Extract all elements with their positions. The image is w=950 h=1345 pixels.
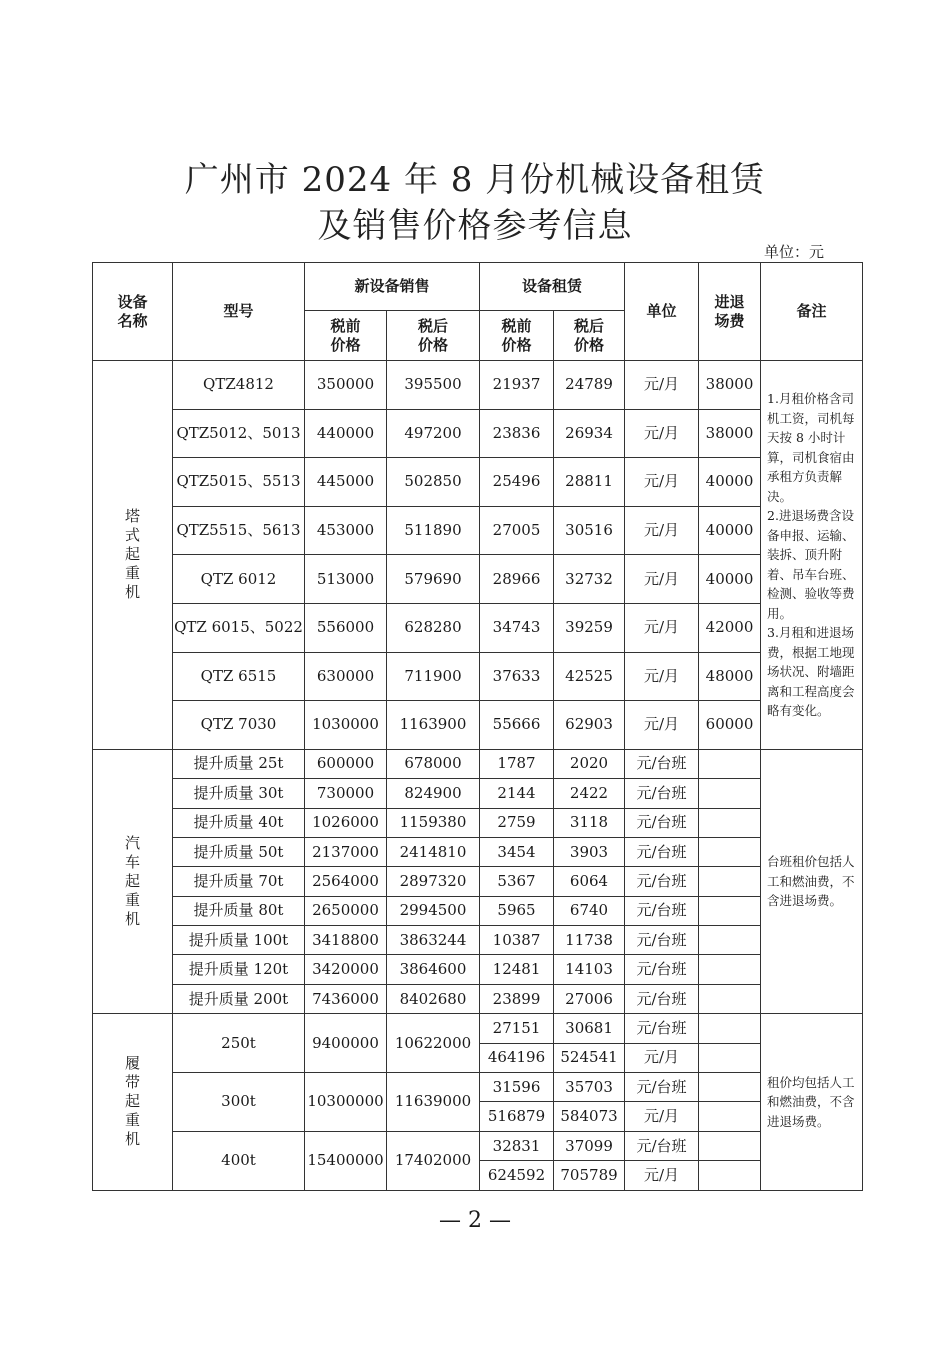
entry-exit-fee-cell — [699, 1014, 761, 1043]
rent-pre-tax-cell: 37633 — [480, 652, 554, 701]
rent-pre-tax-cell: 624592 — [480, 1161, 554, 1190]
model-cell: QTZ 6515 — [173, 652, 305, 701]
table-row — [93, 867, 863, 896]
rent-pre-tax-cell: 3454 — [480, 837, 554, 866]
entry-exit-fee-cell — [699, 1131, 761, 1160]
header-remark: 备注 — [761, 263, 863, 361]
sale-pre-tax-cell: 445000 — [305, 458, 387, 507]
unit-cell: 元/台班 — [625, 984, 699, 1013]
table-row — [93, 409, 863, 458]
rent-post-tax-cell: 2422 — [554, 779, 625, 808]
table-row — [93, 652, 863, 701]
entry-exit-fee-cell: 40000 — [699, 458, 761, 507]
entry-exit-fee-cell: 38000 — [699, 409, 761, 458]
remark-cell: 1.月租价格含司机工资，司机每天按 8 小时计算，司机食宿由承租方负责解决。 2.进退场费含设备申报、运输、装拆、顶升附着、吊车台班、检测、验收等费用。 3.月租和进退场费，根据工地现场状况、附墙距离和工程高度会略有变化。 — [761, 361, 863, 750]
rent-post-tax-cell: 35703 — [554, 1073, 625, 1102]
page-number: — 2 — — [439, 1208, 511, 1233]
document-title-line1: 广州市 2024 年 8 月份机械设备租赁 — [184, 160, 766, 200]
equipment-name-cell: 履 带 起 重 机 — [93, 1014, 173, 1190]
rent-post-tax-cell: 39259 — [554, 603, 625, 652]
unit-label: 单位：元 — [764, 243, 825, 261]
table-row — [93, 808, 863, 837]
rent-pre-tax-cell: 2759 — [480, 808, 554, 837]
rent-pre-tax-cell: 23899 — [480, 984, 554, 1013]
sale-post-tax-cell: 502850 — [387, 458, 480, 507]
model-cell: 250t — [173, 1014, 305, 1073]
rent-pre-tax-cell: 23836 — [480, 409, 554, 458]
sale-post-tax-cell: 678000 — [387, 749, 480, 778]
sale-post-tax-cell: 3863244 — [387, 926, 480, 955]
unit-cell: 元/月 — [625, 1043, 699, 1072]
unit-cell: 元/月 — [625, 1161, 699, 1190]
sale-pre-tax-cell: 3420000 — [305, 955, 387, 984]
price-table — [92, 262, 863, 1191]
entry-exit-fee-cell: 40000 — [699, 555, 761, 604]
header-equipment-name: 设备 名称 — [93, 263, 173, 361]
model-cell: 提升质量 50t — [173, 837, 305, 866]
header-entry-exit-fee: 进退 场费 — [699, 263, 761, 361]
entry-exit-fee-cell: 60000 — [699, 701, 761, 750]
sale-post-tax-cell: 824900 — [387, 779, 480, 808]
sale-pre-tax-cell: 2137000 — [305, 837, 387, 866]
rent-pre-tax-cell: 516879 — [480, 1102, 554, 1131]
sale-pre-tax-cell: 7436000 — [305, 984, 387, 1013]
sale-post-tax-cell: 395500 — [387, 361, 480, 410]
sale-post-tax-cell: 497200 — [387, 409, 480, 458]
header-new-sale: 新设备销售 — [305, 263, 480, 311]
header-rental: 设备租赁 — [480, 263, 625, 311]
entry-exit-fee-cell — [699, 1102, 761, 1131]
sale-pre-tax-cell: 1030000 — [305, 701, 387, 750]
table-row — [93, 701, 863, 750]
table-row — [93, 458, 863, 507]
sale-post-tax-cell: 17402000 — [387, 1131, 480, 1190]
rent-post-tax-cell: 6740 — [554, 896, 625, 925]
sale-post-tax-cell: 2414810 — [387, 837, 480, 866]
unit-cell: 元/台班 — [625, 867, 699, 896]
rent-post-tax-cell: 62903 — [554, 701, 625, 750]
model-cell: QTZ 7030 — [173, 701, 305, 750]
rent-pre-tax-cell: 5965 — [480, 896, 554, 925]
table-row — [93, 926, 863, 955]
document-title-line2: 及销售价格参考信息 — [317, 206, 633, 246]
model-cell: 提升质量 120t — [173, 955, 305, 984]
rent-post-tax-cell: 32732 — [554, 555, 625, 604]
rent-post-tax-cell: 584073 — [554, 1102, 625, 1131]
sale-pre-tax-cell: 600000 — [305, 749, 387, 778]
model-cell: QTZ5515、5613 — [173, 506, 305, 555]
rent-pre-tax-cell: 28966 — [480, 555, 554, 604]
header-rent-post-tax: 税后 价格 — [554, 311, 625, 361]
entry-exit-fee-cell — [699, 926, 761, 955]
table-row — [93, 955, 863, 984]
sale-post-tax-cell: 511890 — [387, 506, 480, 555]
sale-post-tax-cell: 1159380 — [387, 808, 480, 837]
rent-pre-tax-cell: 27151 — [480, 1014, 554, 1043]
entry-exit-fee-cell — [699, 867, 761, 896]
rent-post-tax-cell: 24789 — [554, 361, 625, 410]
sale-pre-tax-cell: 440000 — [305, 409, 387, 458]
remark-cell: 台班租价包括人工和燃油费，不含进退场费。 — [761, 749, 863, 1014]
model-cell: 提升质量 200t — [173, 984, 305, 1013]
table-row — [93, 837, 863, 866]
rent-pre-tax-cell: 31596 — [480, 1073, 554, 1102]
sale-pre-tax-cell: 15400000 — [305, 1131, 387, 1190]
equipment-name-cell: 汽 车 起 重 机 — [93, 749, 173, 1014]
table-row — [93, 984, 863, 1013]
rent-pre-tax-cell: 10387 — [480, 926, 554, 955]
rent-post-tax-cell: 28811 — [554, 458, 625, 507]
entry-exit-fee-cell: 42000 — [699, 603, 761, 652]
rent-pre-tax-cell: 55666 — [480, 701, 554, 750]
model-cell: 提升质量 100t — [173, 926, 305, 955]
rent-post-tax-cell: 42525 — [554, 652, 625, 701]
sale-pre-tax-cell: 556000 — [305, 603, 387, 652]
rent-pre-tax-cell: 32831 — [480, 1131, 554, 1160]
header-rent-pre-tax: 税前 价格 — [480, 311, 554, 361]
sale-pre-tax-cell: 730000 — [305, 779, 387, 808]
sale-post-tax-cell: 579690 — [387, 555, 480, 604]
unit-cell: 元/台班 — [625, 1014, 699, 1043]
rent-pre-tax-cell: 464196 — [480, 1043, 554, 1072]
unit-cell: 元/月 — [625, 458, 699, 507]
unit-cell: 元/月 — [625, 1102, 699, 1131]
rent-post-tax-cell: 30516 — [554, 506, 625, 555]
model-cell: 400t — [173, 1131, 305, 1190]
rent-post-tax-cell: 30681 — [554, 1014, 625, 1043]
sale-pre-tax-cell: 2650000 — [305, 896, 387, 925]
table-row — [93, 506, 863, 555]
entry-exit-fee-cell — [699, 1161, 761, 1190]
sale-post-tax-cell: 711900 — [387, 652, 480, 701]
rent-post-tax-cell: 6064 — [554, 867, 625, 896]
entry-exit-fee-cell — [699, 1043, 761, 1072]
entry-exit-fee-cell — [699, 779, 761, 808]
model-cell: 提升质量 80t — [173, 896, 305, 925]
equipment-name-cell: 塔 式 起 重 机 — [93, 361, 173, 750]
rent-pre-tax-cell: 21937 — [480, 361, 554, 410]
rent-post-tax-cell: 3118 — [554, 808, 625, 837]
unit-cell: 元/月 — [625, 506, 699, 555]
unit-cell: 元/台班 — [625, 896, 699, 925]
rent-pre-tax-cell: 12481 — [480, 955, 554, 984]
sale-pre-tax-cell: 453000 — [305, 506, 387, 555]
rent-pre-tax-cell: 1787 — [480, 749, 554, 778]
table-row — [93, 603, 863, 652]
unit-cell: 元/台班 — [625, 749, 699, 778]
unit-cell: 元/台班 — [625, 837, 699, 866]
unit-cell: 元/台班 — [625, 1131, 699, 1160]
unit-cell: 元/月 — [625, 361, 699, 410]
sale-post-tax-cell: 2994500 — [387, 896, 480, 925]
model-cell: 提升质量 25t — [173, 749, 305, 778]
sale-pre-tax-cell: 10300000 — [305, 1073, 387, 1132]
table-row — [93, 1073, 863, 1102]
sale-post-tax-cell: 1163900 — [387, 701, 480, 750]
table-row — [93, 1131, 863, 1160]
rent-post-tax-cell: 705789 — [554, 1161, 625, 1190]
rent-post-tax-cell: 27006 — [554, 984, 625, 1013]
header-unit: 单位 — [625, 263, 699, 361]
rent-post-tax-cell: 3903 — [554, 837, 625, 866]
entry-exit-fee-cell — [699, 837, 761, 866]
sale-post-tax-cell: 10622000 — [387, 1014, 480, 1073]
header-sale-pre-tax: 税前 价格 — [305, 311, 387, 361]
sale-pre-tax-cell: 3418800 — [305, 926, 387, 955]
rent-post-tax-cell: 524541 — [554, 1043, 625, 1072]
rent-post-tax-cell: 14103 — [554, 955, 625, 984]
model-cell: 提升质量 70t — [173, 867, 305, 896]
rent-pre-tax-cell: 27005 — [480, 506, 554, 555]
sale-post-tax-cell: 3864600 — [387, 955, 480, 984]
remark-cell: 租价均包括人工和燃油费，不含进退场费。 — [761, 1014, 863, 1190]
entry-exit-fee-cell — [699, 749, 761, 778]
sale-post-tax-cell: 628280 — [387, 603, 480, 652]
model-cell: QTZ4812 — [173, 361, 305, 410]
model-cell: QTZ5015、5513 — [173, 458, 305, 507]
rent-pre-tax-cell: 5367 — [480, 867, 554, 896]
model-cell: QTZ 6012 — [173, 555, 305, 604]
sale-pre-tax-cell: 1026000 — [305, 808, 387, 837]
rent-pre-tax-cell: 34743 — [480, 603, 554, 652]
unit-cell: 元/月 — [625, 701, 699, 750]
rent-post-tax-cell: 37099 — [554, 1131, 625, 1160]
rent-post-tax-cell: 2020 — [554, 749, 625, 778]
unit-cell: 元/月 — [625, 555, 699, 604]
unit-cell: 元/台班 — [625, 779, 699, 808]
entry-exit-fee-cell — [699, 1073, 761, 1102]
sale-pre-tax-cell: 513000 — [305, 555, 387, 604]
sale-pre-tax-cell: 630000 — [305, 652, 387, 701]
table-row — [93, 361, 863, 410]
rent-pre-tax-cell: 25496 — [480, 458, 554, 507]
table-row — [93, 779, 863, 808]
unit-cell: 元/台班 — [625, 1073, 699, 1102]
model-cell: 提升质量 40t — [173, 808, 305, 837]
unit-cell: 元/台班 — [625, 926, 699, 955]
unit-cell: 元/月 — [625, 409, 699, 458]
entry-exit-fee-cell — [699, 896, 761, 925]
model-cell: QTZ5012、5013 — [173, 409, 305, 458]
entry-exit-fee-cell — [699, 808, 761, 837]
unit-cell: 元/台班 — [625, 955, 699, 984]
rent-post-tax-cell: 26934 — [554, 409, 625, 458]
table-row — [93, 1014, 863, 1043]
model-cell: 提升质量 30t — [173, 779, 305, 808]
unit-cell: 元/月 — [625, 603, 699, 652]
entry-exit-fee-cell: 48000 — [699, 652, 761, 701]
model-cell: QTZ 6015、5022 — [173, 603, 305, 652]
sale-post-tax-cell: 2897320 — [387, 867, 480, 896]
unit-cell: 元/台班 — [625, 808, 699, 837]
table-row — [93, 749, 863, 778]
table-row — [93, 896, 863, 925]
sale-post-tax-cell: 11639000 — [387, 1073, 480, 1132]
rent-pre-tax-cell: 2144 — [480, 779, 554, 808]
header-sale-post-tax: 税后 价格 — [387, 311, 480, 361]
model-cell: 300t — [173, 1073, 305, 1132]
entry-exit-fee-cell — [699, 955, 761, 984]
sale-pre-tax-cell: 9400000 — [305, 1014, 387, 1073]
unit-cell: 元/月 — [625, 652, 699, 701]
header-model: 型号 — [173, 263, 305, 361]
table-row — [93, 555, 863, 604]
sale-pre-tax-cell: 350000 — [305, 361, 387, 410]
entry-exit-fee-cell — [699, 984, 761, 1013]
entry-exit-fee-cell: 40000 — [699, 506, 761, 555]
sale-post-tax-cell: 8402680 — [387, 984, 480, 1013]
rent-post-tax-cell: 11738 — [554, 926, 625, 955]
entry-exit-fee-cell: 38000 — [699, 361, 761, 410]
sale-pre-tax-cell: 2564000 — [305, 867, 387, 896]
